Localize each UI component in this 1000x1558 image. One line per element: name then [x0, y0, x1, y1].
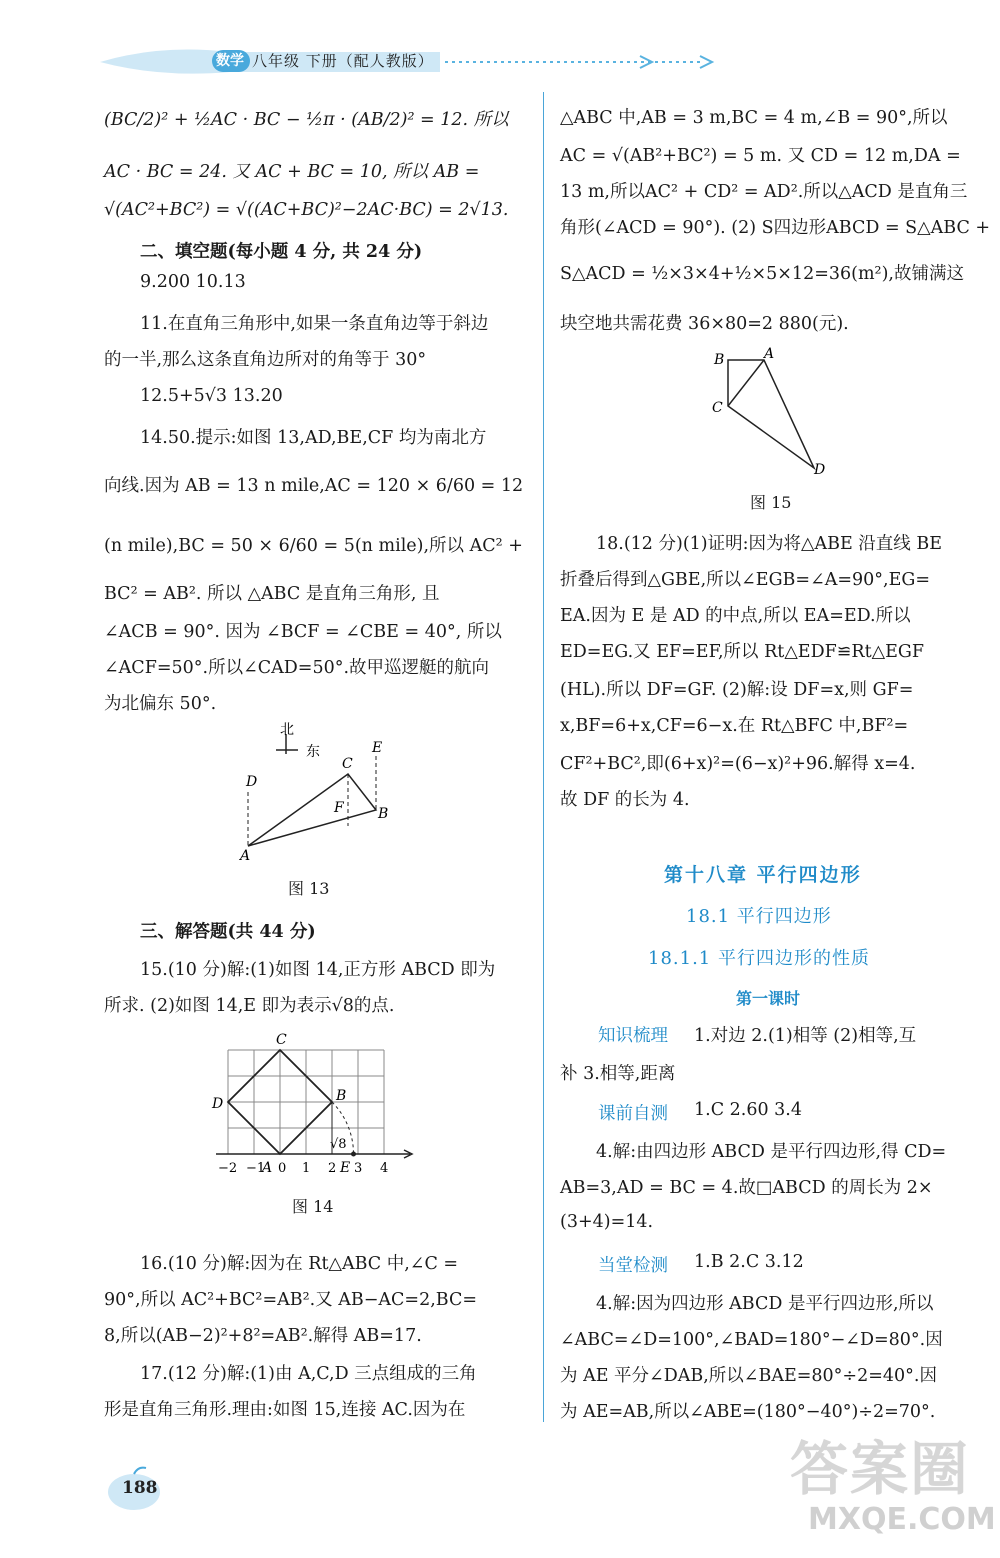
answer-line: 90°,所以 AC²+BC²=AB².又 AB−AC=2,BC= [104, 1290, 478, 1310]
label-D: D [212, 1096, 224, 1112]
tag-pretest: 课前自测 [598, 1104, 668, 1124]
column-divider [543, 92, 544, 1422]
label-B: B [378, 806, 389, 822]
tick-label: 4 [380, 1161, 389, 1176]
label-C: C [712, 400, 723, 416]
answer-line: BC² = AB². 所以 △ABC 是直角三角形, 且 [104, 584, 440, 604]
answer-line: 1.C 2.60 3.4 [694, 1100, 803, 1120]
answer-line: ∠ACB = 90°. 因为 ∠BCF = ∠CBE = 40°, 所以 [104, 622, 502, 642]
text-line: (BC/2)² + ½AC · BC − ½π · (AB/2)² = 12. 所以 [104, 110, 509, 130]
answer-line: (HL).所以 DF=GF. (2)解:设 DF=x,则 GF= [560, 680, 914, 700]
figure-15-caption: 图 15 [750, 493, 792, 512]
tick-label: −1 [246, 1161, 266, 1176]
tick-label: 1 [302, 1161, 311, 1176]
lesson-title: 第一课时 [736, 989, 801, 1008]
watermark-url: MXQE.COM [808, 1502, 996, 1537]
section-title: 18.1 平行四边形 [686, 906, 832, 927]
answer-line: 12.5+5√3 13.20 [140, 386, 283, 406]
tick-label: 0 [278, 1161, 287, 1176]
figure-14 [206, 1026, 426, 1186]
answer-line: 向线.因为 AB = 13 n mile,AC = 120 × 6/60 = 12 [104, 476, 524, 496]
answer-line: ∠ACF=50°.所以∠CAD=50°.故甲巡逻艇的航向 [104, 658, 490, 678]
text-line: 角形(∠ACD = 90°). (2) S四边形ABCD = S△ABC + [560, 218, 991, 238]
answer-line: 14.50.提示:如图 13,AD,BE,CF 均为南北方 [140, 428, 487, 448]
answer-line: ED=EG.又 EF=EF,所以 Rt△EDF≌Rt△EGF [560, 642, 924, 662]
answer-line: (n mile),BC = 50 × 6/60 = 5(n mile),所以 AC² + [104, 536, 523, 556]
chapter-title: 第十八章 平行四边形 [664, 864, 862, 886]
header-subject: 数学 [216, 53, 244, 69]
answer-line: 为北偏东 50°. [104, 694, 217, 714]
answer-line: 18.(12 分)(1)证明:因为将△ABE 沿直线 BE [596, 534, 942, 554]
answer-line: 补 3.相等,距离 [560, 1064, 676, 1084]
answer-line: EA.因为 E 是 AD 的中点,所以 EA=ED.所以 [560, 606, 911, 626]
section-heading: 三、解答题(共 44 分) [140, 922, 316, 942]
tag-classcheck: 当堂检测 [598, 1256, 668, 1276]
label-E: E [372, 740, 383, 756]
answer-line: AB=3,AD = BC = 4.故□ABCD 的周长为 2× [560, 1178, 933, 1198]
tick-label: 3 [354, 1161, 363, 1176]
north-label: 北 [280, 722, 294, 738]
label-A: A [240, 848, 251, 862]
answer-line: 1.B 2.C 3.12 [694, 1252, 804, 1272]
answer-line: CF²+BC²,即(6+x)²=(6−x)²+96.解得 x=4. [560, 754, 916, 774]
label-B: B [714, 352, 725, 368]
answer-line: 4.解:由四边形 ABCD 是平行四边形,得 CD= [596, 1142, 947, 1162]
header-title: 八年级 下册（配人教版） [252, 52, 434, 70]
label-A: A [262, 1160, 273, 1176]
figure-14-caption: 图 14 [292, 1197, 334, 1216]
text-line: △ABC 中,AB = 3 m,BC = 4 m,∠B = 90°,所以 [560, 108, 948, 128]
text-line: 13 m,所以AC² + CD² = AD².所以△ACD 是直角三 [560, 182, 968, 202]
tick-label: −2 [218, 1161, 238, 1176]
east-label: 东 [306, 744, 320, 760]
text-line: 块空地共需花费 36×80=2 880(元). [560, 314, 849, 334]
tick-label: 2 [328, 1161, 337, 1176]
label-C: C [276, 1032, 287, 1048]
text-line: AC = √(AB²+BC²) = 5 m. 又 CD = 12 m,DA = [560, 146, 961, 166]
text-line: √(AC²+BC²) = √((AC+BC)²−2AC·BC) = 2√13. [104, 200, 509, 220]
answer-line: 4.解:因为四边形 ABCD 是平行四边形,所以 [596, 1294, 934, 1314]
watermark-logo: 答案圈 [790, 1435, 971, 1503]
label-F: F [334, 800, 344, 816]
answer-line: 9.200 10.13 [140, 272, 246, 292]
answer-line: 的一半,那么这条直角边所对的角等于 30° [104, 350, 427, 370]
tag-knowledge: 知识梳理 [598, 1026, 668, 1046]
answer-line: 故 DF 的长为 4. [560, 790, 690, 810]
text-line: S△ACD = ½×3×4+½×5×12=36(m²),故铺满这 [560, 264, 964, 284]
figure-13 [226, 722, 406, 862]
figure-15 [706, 340, 836, 480]
label-B: B [336, 1088, 347, 1104]
answer-line: x,BF=6+x,CF=6−x.在 Rt△BFC 中,BF²= [560, 716, 909, 736]
label-C: C [342, 756, 353, 772]
answer-line: ∠ABC=∠D=100°,∠BAD=180°−∠D=80°.因 [560, 1330, 943, 1350]
label-A: A [764, 346, 775, 362]
answer-line: 16.(10 分)解:因为在 Rt△ABC 中,∠C = [140, 1254, 459, 1274]
label-E: E [340, 1160, 351, 1176]
answer-line: 为 AE=AB,所以∠ABE=(180°−40°)÷2=70°. [560, 1402, 936, 1422]
answer-line: 折叠后得到△GBE,所以∠EGB=∠A=90°,EG= [560, 570, 931, 590]
answer-line: 17.(12 分)解:(1)由 A,C,D 三点组成的三角 [140, 1364, 477, 1384]
answer-line: 15.(10 分)解:(1)如图 14,正方形 ABCD 即为 [140, 960, 496, 980]
section-heading: 二、填空题(每小题 4 分, 共 24 分) [140, 242, 423, 262]
label-D: D [814, 462, 826, 478]
page-number: 188 [122, 1478, 158, 1498]
sqrt8-label: √8 [330, 1137, 347, 1152]
answer-line: 8,所以(AB−2)²+8²=AB².解得 AB=17. [104, 1326, 422, 1346]
figure-13-caption: 图 13 [288, 879, 330, 898]
answer-line: 11.在直角三角形中,如果一条直角边等于斜边 [140, 314, 489, 334]
answer-line: 所求. (2)如图 14,E 即为表示√8的点. [104, 996, 395, 1016]
answer-line: 形是直角三角形.理由:如图 15,连接 AC.因为在 [104, 1400, 466, 1420]
answer-line: 1.对边 2.(1)相等 (2)相等,互 [694, 1026, 917, 1046]
answer-line: 为 AE 平分∠DAB,所以∠BAE=80°÷2=40°.因 [560, 1366, 937, 1386]
label-D: D [246, 774, 258, 790]
text-line: AC · BC = 24. 又 AC + BC = 10, 所以 AB = [104, 162, 480, 182]
answer-line: (3+4)=14. [560, 1212, 654, 1232]
subsection-title: 18.1.1 平行四边形的性质 [648, 948, 870, 969]
